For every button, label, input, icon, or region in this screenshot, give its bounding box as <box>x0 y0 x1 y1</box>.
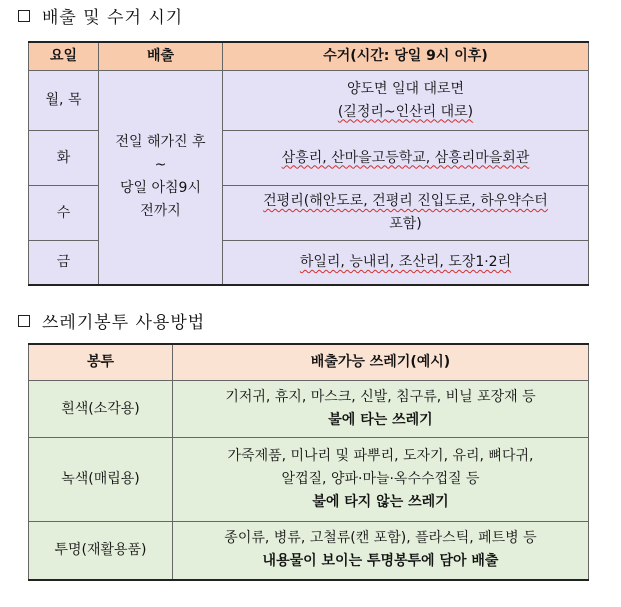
header-examples: 배출가능 쓰레기(예시) <box>173 344 589 381</box>
checkbox-square-icon <box>18 315 30 327</box>
examples-cell <box>173 438 589 522</box>
discharge-line: ~ <box>154 157 167 174</box>
discharge-time-cell <box>99 71 223 285</box>
header-bag: 봉투 <box>29 344 173 381</box>
collection-schedule-table <box>28 41 589 286</box>
table-row <box>29 522 589 580</box>
examples-line: 알껍질, 양파·마늘·옥수수껍질 등 <box>281 471 480 487</box>
section-heading-bags <box>18 308 205 333</box>
table-row <box>29 381 589 438</box>
day-cell: 화 <box>29 131 99 186</box>
day-cell: 월, 목 <box>29 71 99 131</box>
pickup-cell <box>223 71 589 131</box>
examples-line: 가죽제품, 미나리 및 파뿌리, 도자기, 유리, 뼈다귀, <box>227 448 534 464</box>
section-heading-schedule <box>18 3 183 28</box>
day-cell: 수 <box>29 186 99 241</box>
bag-cell: 녹색(매립용) <box>29 438 173 522</box>
examples-note: 내용물이 보이는 투명봉투에 담아 배출 <box>262 553 499 570</box>
header-day: 요일 <box>29 42 99 71</box>
examples-line: 종이류, 병류, 고철류(캔 포함), 플라스틱, 페트병 등 <box>224 530 537 547</box>
header-discharge: 배출 <box>99 42 223 71</box>
pickup-cell <box>223 241 589 285</box>
table-row <box>29 71 589 131</box>
header-pickup: 수거(시간: 당일 9시 이후) <box>223 42 589 71</box>
pickup-cell <box>223 131 589 186</box>
pickup-line: 양도면 일대 대로면 <box>346 80 465 97</box>
section-title: 배출 및 수거 시기 <box>42 8 184 28</box>
pickup-line: (길정리~인산리 대로) <box>337 103 474 120</box>
pickup-cell <box>223 186 589 241</box>
discharge-line: 전까지 <box>140 203 181 220</box>
table-header-row <box>29 42 589 71</box>
section-title: 쓰레기봉투 사용방법 <box>42 313 206 333</box>
examples-cell <box>173 522 589 580</box>
examples-line: 기저귀, 휴지, 마스크, 신발, 침구류, 비닐 포장재 등 <box>225 389 536 405</box>
day-cell: 금 <box>29 241 99 285</box>
garbage-bag-table <box>28 343 589 581</box>
table-header-row <box>29 344 589 381</box>
discharge-line: 전일 해가진 후 <box>115 134 206 151</box>
bag-cell: 흰색(소각용) <box>29 381 173 438</box>
checkbox-square-icon <box>18 10 30 22</box>
examples-note: 불에 타는 쓰레기 <box>328 412 433 428</box>
examples-note: 불에 타지 않는 쓰레기 <box>312 494 449 510</box>
pickup-line: 하일리, 능내리, 조산리, 도장1·2리 <box>299 253 512 270</box>
pickup-line: 삼흥리, 산마을고등학교, 삼흥리마을회관 <box>281 149 530 166</box>
examples-cell <box>173 381 589 438</box>
pickup-line: 포함) <box>389 216 422 232</box>
discharge-line: 당일 아침9시 <box>120 180 201 197</box>
pickup-line: 건평리(해안도로, 건평리 진입도로, 하우약수터 <box>263 193 548 209</box>
table-row <box>29 438 589 522</box>
bag-cell: 투명(재활용품) <box>29 522 173 580</box>
